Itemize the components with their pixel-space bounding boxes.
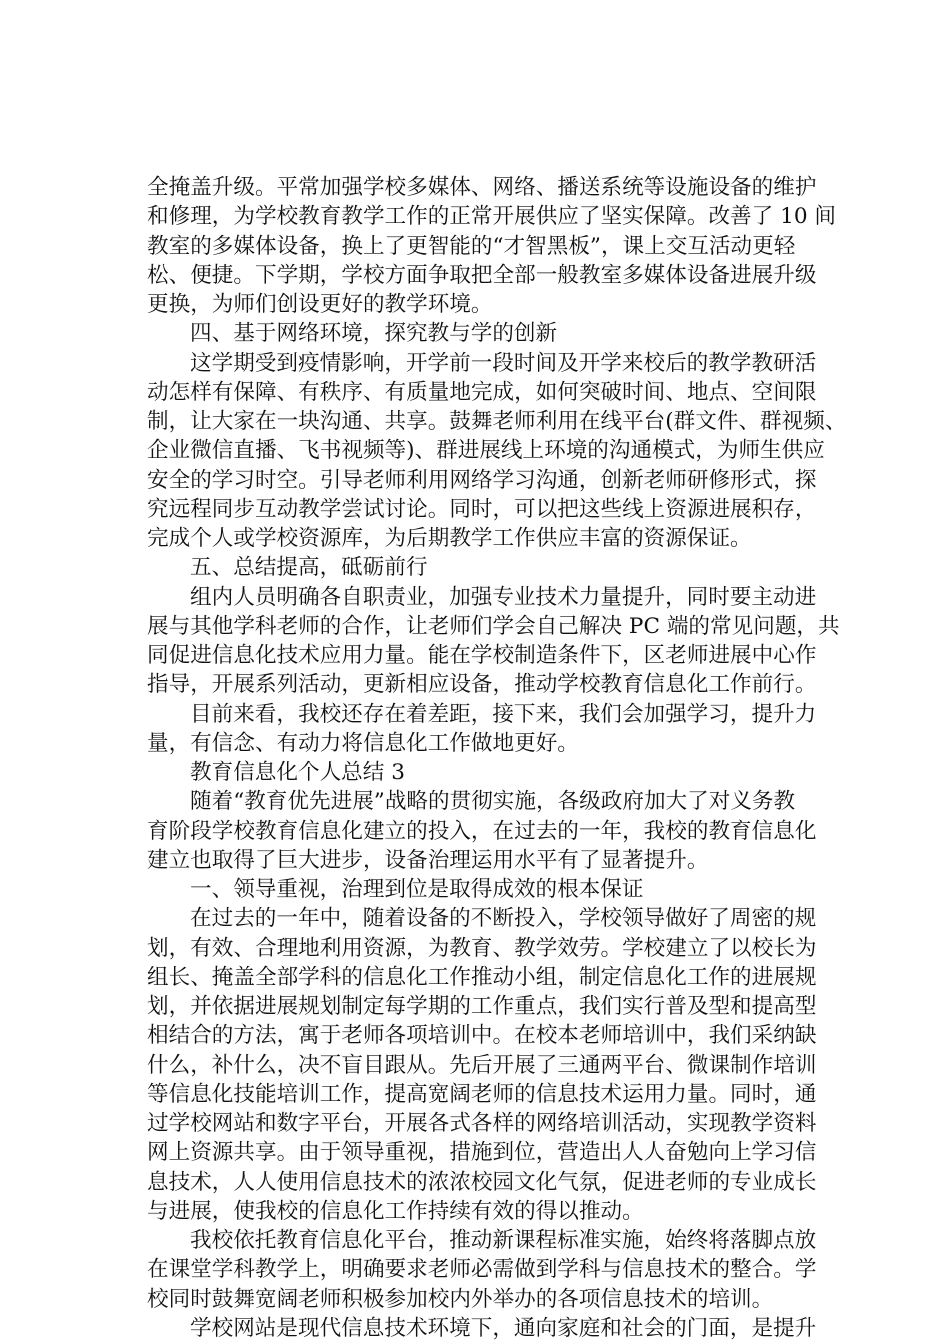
text-line: 更换，为师们创设更好的教学环境。 — [147, 292, 493, 317]
section-heading: 一、领导重视，治理到位是取得成效的根本保证 — [190, 877, 644, 902]
text-line: 在过去的一年中，随着设备的不断投入，学校领导做好了周密的规 — [190, 906, 817, 931]
text-line: 全掩盖升级。平常加强学校多媒体、网络、播送系统等设施设备的维护 — [147, 175, 817, 200]
text-line: 过学校网站和数字平台，开展各式各样的网络培训活动，实现教学资料 — [147, 1111, 817, 1136]
text-line: 与进展，使我校的信息化工作持续有效的得以推动。 — [147, 1199, 644, 1224]
text-line: 相结合的方法，寓于老师各项培训中。在校本老师培训中，我们采纳缺 — [147, 1023, 817, 1048]
text-line: 在课堂学科教学上，明确要求老师必需做到学科与信息技术的整合。学 — [147, 1257, 817, 1282]
text-line: 建立也取得了巨大进步，设备治理运用水平有了显著提升。 — [147, 848, 709, 873]
text-line: 等信息化技能培训工作，提高宽阔老师的信息技术运用力量。同时，通 — [147, 1082, 817, 1107]
section-heading: 五、总结提高，砥砺前行 — [190, 555, 428, 580]
text-line: 同促进信息化技术应用力量。能在学校制造条件下，区老师进展中心作 — [147, 643, 817, 668]
text-line: 和修理，为学校教育教学工作的正常开展供应了坚实保障。改善了 10 间 — [147, 204, 837, 229]
text-line: 育阶段学校教育信息化建立的投入，在过去的一年，我校的教育信息化 — [147, 819, 817, 844]
text-line: 指导，开展系列活动，更新相应设备，推动学校教育信息化工作前行。 — [147, 672, 817, 697]
text-line: 展与其他学科老师的合作，让老师们学会自己解决 PC 端的常见问题，共 — [147, 614, 840, 639]
text-line: 网上资源共享。由于领导重视，措施到位，营造出人人奋勉向上学习信 — [147, 1140, 817, 1165]
text-line: 什么，补什么，决不盲目跟从。先后开展了三通两平台、微课制作培训 — [147, 1053, 817, 1078]
document-title: 教育信息化个人总结 3 — [190, 760, 405, 785]
text-line: 企业微信直播、飞书视频等)、群进展线上环境的沟通模式，为师生供应 — [147, 438, 825, 463]
text-line: 息技术，人人使用信息技术的浓浓校园文化气氛，促进老师的专业成长 — [147, 1170, 817, 1195]
text-line: 组长、掩盖全部学科的信息化工作推动小组，制定信息化工作的进展规 — [147, 965, 817, 990]
text-line: 这学期受到疫情影响，开学前一段时间及开学来校后的教学教研活 — [190, 351, 817, 376]
text-line: 划，并依据进展规划制定每学期的工作重点，我们实行普及型和提高型 — [147, 994, 817, 1019]
text-line: 完成个人或学校资源库，为后期教学工作供应丰富的资源保证。 — [147, 526, 752, 551]
text-line: 组内人员明确各自职责业，加强专业技术力量提升，同时要主动进 — [190, 585, 817, 610]
text-line: 学校网站是现代信息技术环境下，通向家庭和社会的门面，是提升 — [190, 1316, 817, 1341]
text-line: 划，有效、合理地利用资源，为教育、教学效劳。学校建立了以校长为 — [147, 936, 817, 961]
text-line: 量，有信念、有动力将信息化工作做地更好。 — [147, 731, 579, 756]
text-line: 随着“教育优先进展”战略的贯彻实施，各级政府加大了对义务教 — [190, 789, 796, 814]
section-heading: 四、基于网络环境，探究教与学的创新 — [190, 321, 558, 346]
text-line: 动怎样有保障、有秩序、有质量地完成，如何突破时间、地点、空间限 — [147, 380, 817, 405]
text-line: 校同时鼓舞宽阔老师积极参加校内外举办的各项信息技术的培训。 — [147, 1287, 774, 1312]
text-line: 安全的学习时空。引导老师利用网络学习沟通，创新老师研修形式，探 — [147, 468, 817, 493]
text-line: 制，让大家在一块沟通、共享。鼓舞老师利用在线平台(群文件、群视频、 — [147, 409, 847, 434]
text-line: 究远程同步互动教学尝试讨论。同时，可以把这些线上资源进展积存， — [147, 497, 817, 522]
text-line: 教室的多媒体设备，换上了更智能的“才智黑板”，课上交互活动更轻 — [147, 234, 796, 259]
text-line: 我校依托教育信息化平台，推动新课程标准实施，始终将落脚点放 — [190, 1228, 817, 1253]
text-line: 松、便捷。下学期，学校方面争取把全部一般教室多媒体设备进展升级 — [147, 263, 817, 288]
text-line: 目前来看，我校还存在着差距，接下来，我们会加强学习，提升力 — [190, 702, 817, 727]
